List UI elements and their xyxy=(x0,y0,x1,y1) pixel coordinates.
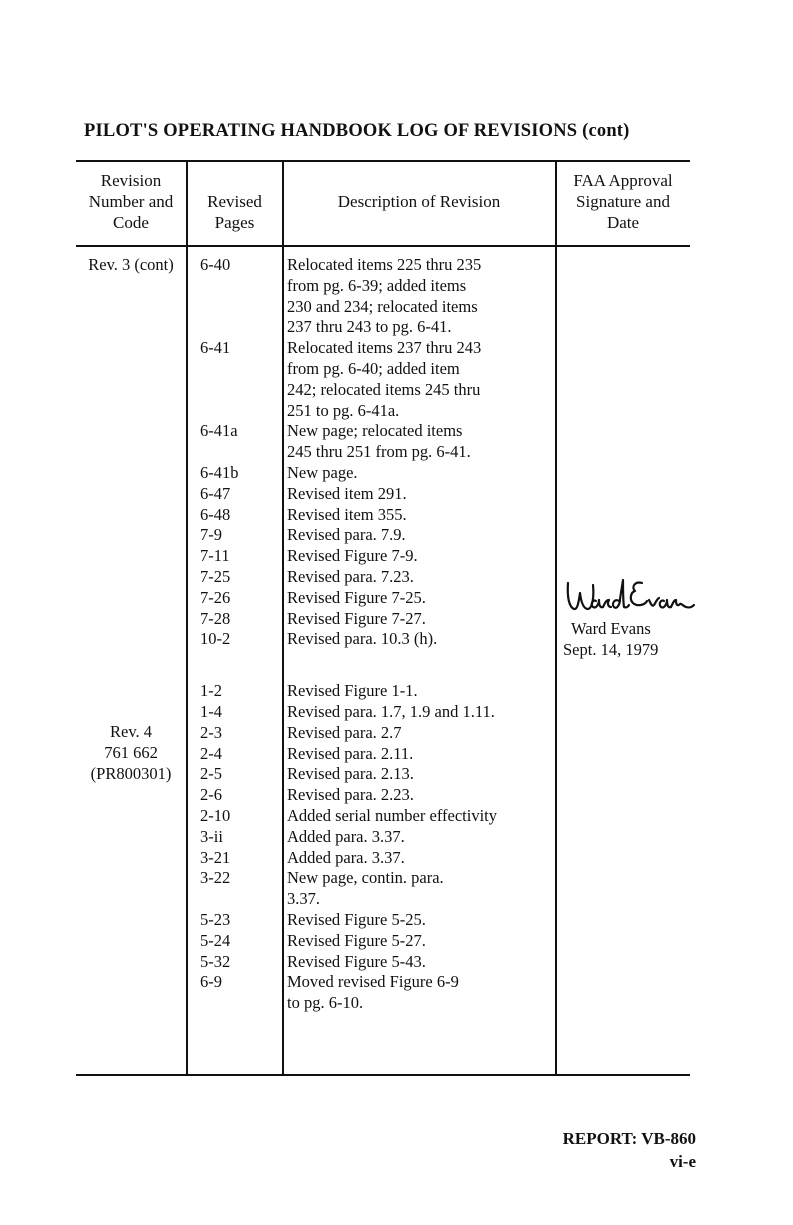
header-description xyxy=(283,191,555,212)
revised-page: 5-23 xyxy=(200,910,231,929)
revised-page: 6-41a xyxy=(200,421,238,441)
revision-description: Revised Figure 7-9. xyxy=(287,546,418,566)
revision-description: Revised para. 7.9. xyxy=(287,525,406,545)
header-pages-line: Pages xyxy=(214,213,255,232)
header-description-line: Description of Revision xyxy=(337,192,501,211)
revised-page: 6-41 xyxy=(200,338,231,358)
revision-description: 3.37. xyxy=(287,889,320,909)
revised-page: 2-3 xyxy=(200,722,222,742)
revision-code-line: Rev. 4 xyxy=(109,722,152,741)
header-pages xyxy=(187,191,282,233)
revised-page: 10-2 xyxy=(200,629,231,649)
revision-description: Revised Figure 5-27. xyxy=(287,930,426,950)
revised-page: 2-5 xyxy=(200,764,222,784)
revision-code-line: Rev. 3 (cont) xyxy=(88,255,174,274)
column-divider-2 xyxy=(282,160,284,1076)
table-top-rule xyxy=(76,160,690,162)
revision-description: from pg. 6-39; added items xyxy=(287,275,467,295)
revised-page: 5-24 xyxy=(200,930,231,950)
revision-description: Revised Figure 5-43. xyxy=(287,951,426,971)
revised-page: 7-25 xyxy=(200,567,231,586)
revision-description: Relocated items 237 thru 243 xyxy=(287,338,482,358)
revision-description: Moved revised Figure 6-9 xyxy=(287,972,459,992)
revised-page: 6-48 xyxy=(200,504,231,524)
revision-description: Revised Figure 5-25. xyxy=(287,910,426,929)
revision-description: New page, contin. para. xyxy=(287,868,444,888)
page-title: PILOT'S OPERATING HANDBOOK LOG OF REVISIONS (cont) xyxy=(84,121,630,141)
header-approval-line: FAA Approval xyxy=(573,171,673,190)
revision-description: Revised para. 1.7, 1.9 and 1.11. xyxy=(287,702,495,721)
revision-description: New page. xyxy=(287,463,358,482)
revision-description: Added serial number effectivity xyxy=(287,806,497,825)
revision-description: Revised para. 10.3 (h). xyxy=(287,629,438,649)
revision-description: Revised para. 2.11. xyxy=(287,743,414,763)
revision-description: Revised Figure 7-25. xyxy=(287,587,426,607)
revision-description: 237 thru 243 to pg. 6-41. xyxy=(287,317,452,337)
revision-description: from pg. 6-40; added item xyxy=(287,359,460,378)
revision-description: Revised item 355. xyxy=(287,504,407,524)
header-approval xyxy=(556,170,690,233)
revision-description: Revised item 291. xyxy=(287,483,407,503)
revised-page: 2-10 xyxy=(200,806,231,825)
revision-description: Revised para. 7.23. xyxy=(287,567,414,586)
revision-description: 251 to pg. 6-41a. xyxy=(287,400,400,420)
revised-page: 7-28 xyxy=(200,608,231,628)
revision-description: Revised para. 2.23. xyxy=(287,785,414,805)
revision-description: 230 and 234; relocated items xyxy=(287,296,478,316)
approver-name: Ward Evans xyxy=(571,619,651,638)
header-revision-line: Number and xyxy=(88,192,174,211)
revision-code-line: 761 662 xyxy=(104,742,158,762)
revised-page: 1-4 xyxy=(200,702,222,721)
header-pages-line: Revised xyxy=(207,192,262,211)
revised-page: 3-22 xyxy=(200,868,231,888)
revision-description: 242; relocated items 245 thru xyxy=(287,379,481,399)
column-divider-3 xyxy=(555,160,557,1076)
revision-description: New page; relocated items xyxy=(287,421,463,441)
revised-page: 6-47 xyxy=(200,483,231,503)
revised-page: 7-26 xyxy=(200,587,231,607)
revision-code-line: (PR800301) xyxy=(90,763,172,783)
column-divider-1 xyxy=(186,160,188,1076)
revision-description: Added para. 3.37. xyxy=(287,826,405,846)
revised-page: 7-11 xyxy=(200,546,230,566)
revised-page: 3-ii xyxy=(200,826,223,846)
revised-page: 3-21 xyxy=(200,847,231,867)
revised-page: 7-9 xyxy=(200,525,222,545)
revised-page: 6-9 xyxy=(200,972,222,992)
faa-signature-image xyxy=(565,577,695,617)
revision-description: Revised para. 2.7 xyxy=(287,722,402,742)
revised-page: 5-32 xyxy=(200,951,231,971)
revision-description: Revised Figure 1-1. xyxy=(287,681,418,701)
revised-page: 1-2 xyxy=(200,681,222,701)
header-revision-line: Revision xyxy=(100,171,162,190)
revised-page: 2-6 xyxy=(200,785,222,805)
header-approval-line: Date xyxy=(606,213,640,232)
revised-page: 6-40 xyxy=(200,255,231,274)
revision-description: Revised Figure 7-27. xyxy=(287,608,426,628)
header-approval-line: Signature and xyxy=(576,192,670,211)
revision-description: Revised para. 2.13. xyxy=(287,764,414,784)
page-number: vi-e xyxy=(669,1152,696,1171)
approval-date: Sept. 14, 1979 xyxy=(563,640,659,659)
revision-code-rev3 xyxy=(76,255,186,276)
header-bottom-rule xyxy=(76,245,690,247)
revision-description: Added para. 3.37. xyxy=(287,847,405,867)
revised-page: 2-4 xyxy=(200,743,222,763)
revised-page: 6-41b xyxy=(200,463,239,482)
revision-description: Relocated items 225 thru 235 xyxy=(287,255,482,274)
revision-code-rev4 xyxy=(76,722,186,784)
revision-description: 245 thru 251 from pg. 6-41. xyxy=(287,442,471,462)
table-bottom-rule xyxy=(76,1074,690,1076)
header-revision-line: Code xyxy=(113,213,149,232)
revision-description: to pg. 6-10. xyxy=(287,993,364,1013)
header-revision xyxy=(76,170,186,233)
report-number: REPORT: VB-860 xyxy=(562,1129,696,1148)
